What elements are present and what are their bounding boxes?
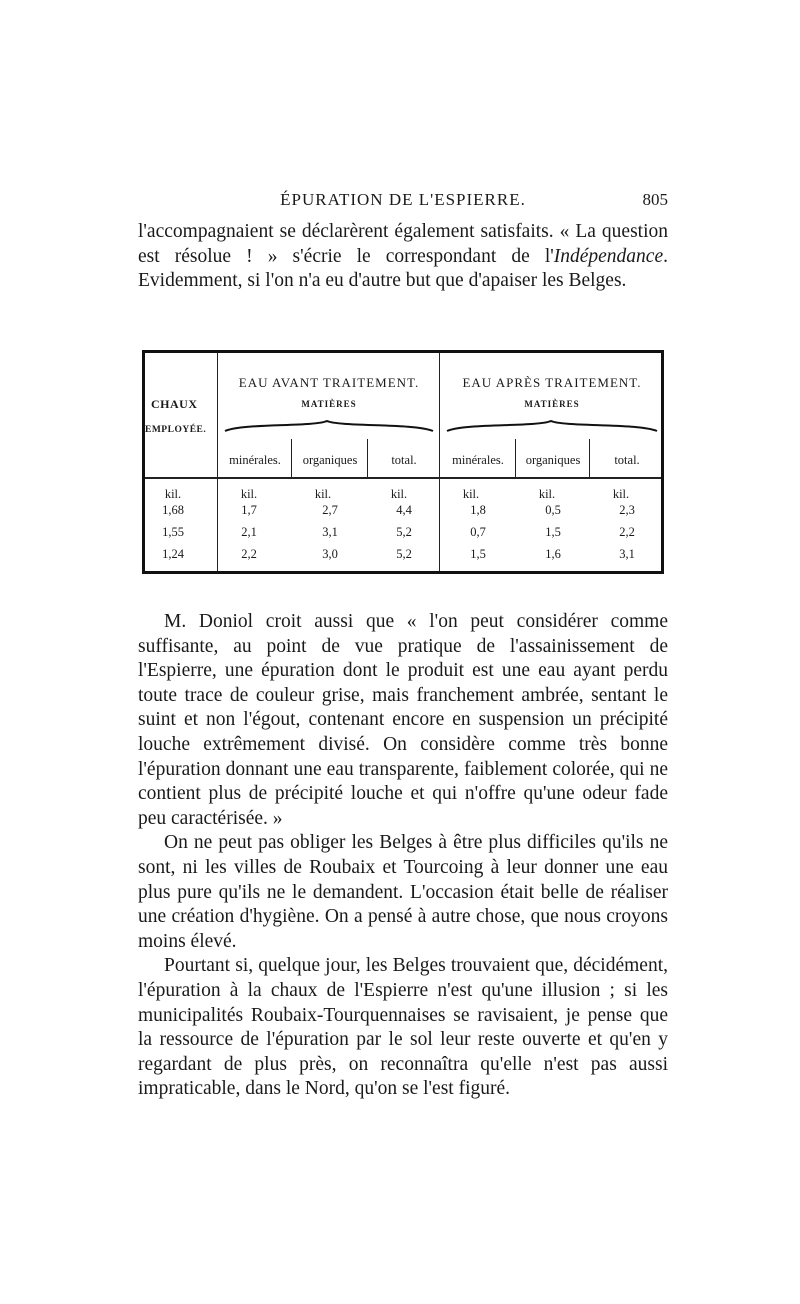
table-cell: 2,3 <box>619 503 635 517</box>
subhead-mineral-after: minérales. <box>452 453 504 467</box>
paragraph-3: On ne peut pas obliger les Belges à être plus difficiles qu'ils ne sont, ni les villes de Roubaix et Tourcoing à leur donner une eau plus pure qu'ils ne le demandent. L'occasion était belle de réaliser une création d'hygiène. On a pensé à autre chose, que nous croyons moins élevé. <box>138 832 668 952</box>
table-cell: 3,1 <box>322 525 338 539</box>
paragraph-1-end: . Evidemment, si l'on n'a eu d'autre but que d'apaiser les Belges. <box>138 245 668 292</box>
unit-cell: kil. <box>612 487 630 501</box>
unit-cell: kil. <box>164 487 182 501</box>
table-cell: 1,55 <box>162 525 184 539</box>
table-cell: 3,1 <box>619 547 635 561</box>
table-cell: 1,24 <box>162 547 184 561</box>
table-cell: 1,6 <box>545 547 561 561</box>
table-cell: 0,5 <box>545 503 561 517</box>
table-cell: 3,0 <box>322 547 338 561</box>
paragraph-1-text: l'accompagnaient se déclarèrent également satisfaits. « La question est résolue ! » s'écrie le correspondant de l' <box>138 221 668 267</box>
subhead-organic-after: organiques <box>525 453 581 467</box>
table-cell: 0,7 <box>470 525 486 539</box>
table-cell: 2,2 <box>619 525 635 539</box>
table-cell: 2,2 <box>241 547 257 561</box>
table-cell: 2,7 <box>322 503 338 517</box>
data-table <box>142 350 664 574</box>
table-cell: 5,2 <box>396 547 412 561</box>
page-number: 805 <box>642 190 668 209</box>
table-cell: 4,4 <box>396 503 412 517</box>
brace-after <box>445 417 659 433</box>
table-cell: 1,5 <box>545 525 561 539</box>
paragraph-1-italic: Indépendance <box>553 245 664 267</box>
group-before-sub: MATIÈRES <box>301 399 357 409</box>
page-header <box>138 188 668 214</box>
chaux-header: CHAUX <box>151 397 198 411</box>
brace-before <box>223 417 435 433</box>
employee-header: EMPLOYÉE. <box>145 425 207 435</box>
table-cell: 1,7 <box>241 503 257 517</box>
subhead-total-after: total. <box>614 453 640 467</box>
subhead-organic-before: organiques <box>302 453 358 467</box>
table-cell: 1,8 <box>470 503 486 517</box>
unit-cell: kil. <box>462 487 480 501</box>
unit-cell: kil. <box>390 487 408 501</box>
unit-cell: kil. <box>240 487 258 501</box>
group-before-title: EAU AVANT TRAITEMENT. <box>238 375 420 390</box>
body-text <box>138 610 668 1102</box>
running-title: ÉPURATION DE L'ESPIERRE. <box>280 190 526 209</box>
group-after-title: EAU APRÈS TRAITEMENT. <box>462 375 642 390</box>
table-cell: 1,68 <box>162 503 184 517</box>
unit-cell: kil. <box>538 487 556 501</box>
subhead-total-before: total. <box>391 453 417 467</box>
table-cell: 1,5 <box>470 547 486 561</box>
paragraph-2: M. Doniol croit aussi que « l'on peut considérer comme suffisante, au point de vue pratique de l'assainissement de l'Espierre, une épuration dont le produit est une eau ayant perdu toute trace de couleur grise, mais franchement ambrée, sentant le suint et non l'égout, contenant encore en suspension un précipité louche extrêmement divisé. On considère comme très bonne l'épuration donnant une eau transparente, faiblement colorée, qui ne contient plus de précipité louche et qui n'offre qu'une odeur fade peu caractérisée. » <box>138 611 668 829</box>
table-cell: 2,1 <box>241 525 257 539</box>
subhead-mineral-before: minérales. <box>229 453 281 467</box>
group-after-sub: MATIÈRES <box>524 399 580 409</box>
paragraph-1 <box>138 220 668 294</box>
paragraph-4: Pourtant si, quelque jour, les Belges trouvaient que, décidément, l'épuration à la chaux de l'Espierre n'est qu'une illusion ; si les municipalités Roubaix-Tourquennaises se ravisaient, je pense que la ressource de l'épuration par le sol leur reste ouverte et qu'en y regardant de plus près, on reconnaîtra qu'elle n'est pas aussi impraticable, dans le Nord, qu'on se l'est figuré. <box>138 955 668 1100</box>
table-cell: 5,2 <box>396 525 412 539</box>
unit-cell: kil. <box>314 487 332 501</box>
